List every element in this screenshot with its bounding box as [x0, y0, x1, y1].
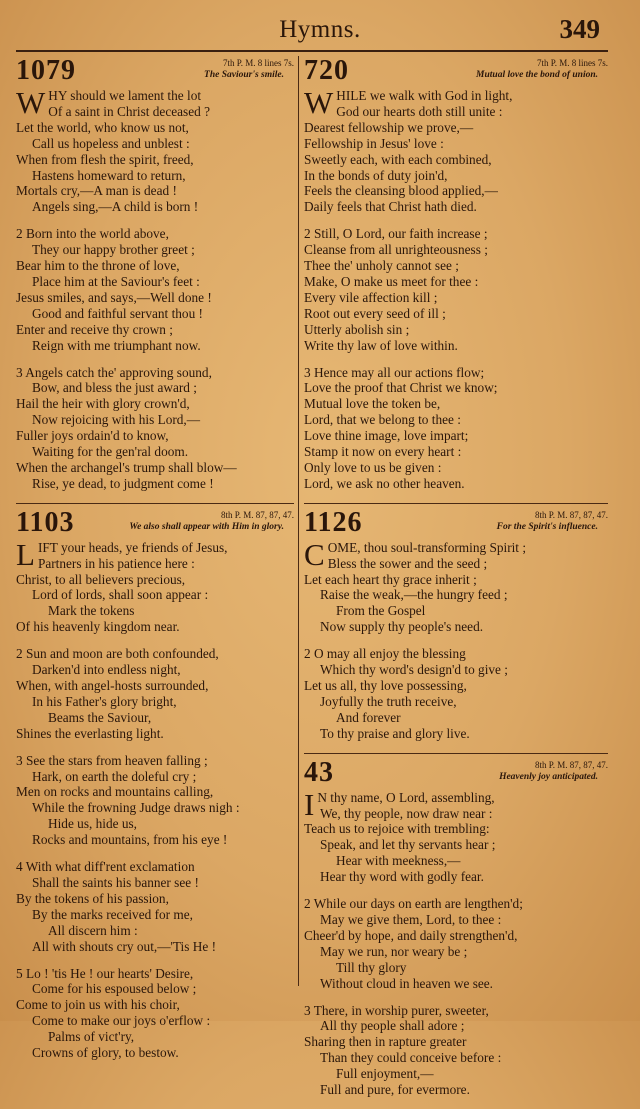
stanza [304, 896, 608, 991]
column-divider [298, 56, 299, 986]
verse-line: Hark, on earth the doleful cry ; [32, 768, 197, 784]
verse-line: Shall the saints his banner see ! [32, 874, 199, 890]
verse-line: 5 Lo ! 'tis He ! our hearts' Desire, [16, 965, 194, 981]
hymn-block [304, 503, 608, 742]
verse-line: Hear thy word with godly fear. [320, 869, 484, 885]
verse-line: By the tokens of his passion, [16, 890, 169, 906]
verse-line: Place him at the Saviour's feet : [32, 273, 200, 289]
verse-line: Darken'd into endless night, [32, 662, 181, 678]
hymn-meter: 7th P. M. 8 lines 7s. [222, 58, 294, 68]
verse-line: Cleanse from all unrighteousness ; [304, 242, 488, 258]
verse-line: Make, O make us meet for thee : [304, 273, 479, 289]
verse-line: Rise, ye dead, to judgment come ! [32, 475, 214, 491]
verse-line: Good and faithful servant thou ! [32, 305, 203, 321]
verse-line: All thy people shall adore ; [320, 1018, 465, 1034]
verse-line: Raise the weak,—the hungry feed ; [320, 587, 508, 603]
hymn-divider [16, 503, 294, 504]
hymn-subtitle: The Saviour's smile. [204, 70, 284, 80]
verse-line: Without cloud in heaven we see. [320, 975, 494, 991]
verse-line: 3 See the stars from heaven falling ; [16, 752, 208, 768]
verse-line: God our hearts doth still unite : [336, 103, 503, 119]
verse-line: Lord, we ask no other heaven. [304, 475, 465, 491]
drop-cap: L [16, 536, 35, 572]
verse-line: Bless the sower and the seed ; [327, 555, 488, 571]
verse-line: Dearest fellowship we prove,— [304, 119, 474, 135]
drop-cap: W [16, 85, 46, 120]
stanza [304, 85, 608, 215]
hymn-divider [304, 753, 608, 754]
verse-line: They our happy brother greet ; [32, 242, 195, 258]
verse-line: Call us hopeless and unblest : [32, 135, 190, 151]
hymn-block [16, 503, 294, 1061]
verse-line: May we give them, Lord, to thee : [320, 911, 502, 927]
verse-text: OME, thou soul-transforming Spirit ; [327, 539, 527, 555]
hymn-subtitle: We also shall appear with Him in glory. [129, 521, 284, 532]
stanza [16, 646, 294, 741]
hymn-number: 1079 [16, 55, 76, 86]
verse-line: Till thy glory [336, 959, 407, 975]
verse-line: Let each heart thy grace inherit ; [304, 571, 477, 587]
verse-line: Speak, and let thy servants hear ; [320, 837, 496, 853]
verse-text: N thy name, O Lord, assembling, [317, 789, 495, 805]
hymn-meter: 8th P. M. 87, 87, 47. [220, 509, 294, 520]
verse-line: Mutual love the token be, [304, 396, 441, 412]
verse-line: Only love to us be given : [304, 459, 442, 475]
verse-line: Cheer'd by hope, and daily strengthen'd, [304, 927, 518, 943]
hymn-subtitle: For the Spirit's influence. [496, 521, 598, 532]
verse-line: All with shouts cry out,—'Tis He ! [32, 938, 217, 954]
hymn-number: 1103 [16, 506, 75, 538]
hymn-meter: 7th P. M. 8 lines 7s. [536, 58, 608, 68]
hymn-block [304, 55, 608, 492]
verse-line: Stamp it now on every heart : [304, 444, 462, 460]
drop-cap: C [304, 536, 325, 572]
header-rule [16, 50, 608, 52]
verse-line: Sweetly each, with each combined, [304, 151, 492, 167]
verse-line: Hide us, hide us, [48, 816, 138, 832]
verse-line: 2 O may all enjoy the blessing [304, 646, 466, 662]
hymn-header [304, 55, 608, 88]
verse-line: Full enjoyment,— [336, 1066, 434, 1082]
stanza [304, 1003, 608, 1098]
verse-line: Of his heavenly kingdom near. [16, 619, 180, 635]
hymn-header [304, 506, 608, 540]
verse-line: Which thy word's design'd to give ; [320, 662, 508, 678]
hymn-header [304, 756, 608, 790]
verse-line: Reign with me triumphant now. [32, 337, 201, 353]
verse-line: Love the proof that Christ we know; [304, 380, 498, 396]
stanza [304, 536, 608, 635]
verse-line: We, thy people, now draw near : [320, 805, 493, 821]
hymn-number: 720 [304, 55, 349, 86]
verse-line: Come to join us with his choir, [16, 997, 180, 1013]
stanza [304, 646, 608, 741]
page-number: 349 [559, 14, 600, 44]
verse-line: Thee the' unholy cannot see ; [304, 258, 459, 274]
verse-line: All discern him : [48, 922, 138, 938]
verse-line: Fellowship in Jesus' love : [304, 135, 444, 151]
hymn-subtitle: Mutual love the bond of union. [476, 70, 598, 80]
hymn-meter: 8th P. M. 87, 87, 47. [534, 759, 608, 770]
verse-line: In the bonds of duty join'd, [304, 167, 448, 183]
hymn-header [16, 506, 294, 540]
hymn-number: 1126 [304, 506, 363, 538]
verse-line: Lord, that we belong to thee : [304, 412, 461, 428]
verse-line: Lord of lords, shall soon appear : [32, 587, 209, 603]
verse-line: Of a saint in Christ deceased ? [48, 103, 210, 119]
page-title: Hymns. [279, 16, 361, 43]
verse-line: Hail the heir with glory crown'd, [16, 396, 190, 412]
verse-line: Come to make our joys o'erflow : [32, 1013, 211, 1029]
verse-line: Come for his espoused below ; [32, 981, 197, 997]
verse-line: 3 Angels catch the' approving sound, [16, 364, 212, 380]
verse-line: Utterly abolish sin ; [304, 321, 410, 337]
stanza [304, 786, 608, 885]
verse-line: 2 While our days on earth are lengthen'd; [304, 896, 523, 912]
verse-line: Christ, to all believers precious, [16, 571, 186, 587]
verse-line: By the marks received for me, [32, 906, 193, 922]
verse-text: HILE we walk with God in light, [336, 88, 513, 103]
stanza [304, 226, 608, 353]
verse-line: Let the world, who know us not, [16, 119, 189, 135]
verse-line: Bow, and bless the just award ; [32, 380, 197, 396]
verse-line: May we run, nor weary be ; [320, 943, 468, 959]
hymn-header [16, 55, 294, 88]
stanza [16, 85, 294, 215]
verse-line: Hear with meekness,— [336, 853, 461, 869]
verse-line: Than they could conceive before : [320, 1050, 502, 1066]
verse-line: 3 Hence may all our actions flow; [304, 364, 485, 380]
verse-line: In his Father's glory bright, [32, 693, 177, 709]
verse-line: Beams the Saviour, [48, 709, 152, 725]
verse-line: From the Gospel [336, 603, 426, 619]
verse-line: Sharing then in rapture greater [304, 1034, 467, 1050]
verse-line: Shines the everlasting light. [16, 725, 164, 741]
verse-line: Daily feels that Christ hath died. [304, 199, 477, 215]
verse-line: Fuller joys ordain'd to know, [16, 428, 169, 444]
stanza [16, 365, 294, 492]
stanza [304, 365, 608, 492]
hymn-block [304, 753, 608, 1098]
verse-line: Crowns of glory, to bestow. [32, 1045, 179, 1061]
verse-line: Men on rocks and mountains calling, [16, 784, 214, 800]
verse-line: 2 Still, O Lord, our faith increase ; [304, 226, 488, 242]
hymn-meter: 8th P. M. 87, 87, 47. [534, 509, 608, 520]
drop-cap: W [304, 85, 334, 120]
left-column [16, 55, 294, 1072]
verse-line: Now rejoicing with his Lord,— [32, 412, 201, 428]
verse-line: To thy praise and glory live. [320, 725, 470, 741]
right-column [304, 55, 608, 1109]
verse-line: Enter and receive thy crown ; [16, 321, 173, 337]
verse-line: Bear him to the throne of love, [16, 258, 180, 274]
verse-line: Waiting for the gen'ral doom. [32, 444, 189, 460]
verse-line: Teach us to rejoice with trembling: [304, 821, 490, 837]
verse-line: Joyfully the truth receive, [320, 693, 457, 709]
verse-line: Every vile affection kill ; [304, 289, 438, 305]
verse-line: Let us all, thy love possessing, [304, 678, 467, 693]
verse-line: While the frowning Judge draws nigh : [32, 800, 240, 816]
hymn-subtitle: Heavenly joy anticipated. [499, 771, 598, 782]
verse-line: 3 There, in worship purer, sweeter, [304, 1002, 489, 1018]
verse-line: When from flesh the spirit, freed, [16, 151, 194, 167]
hymn-divider [304, 503, 608, 504]
stanza [16, 536, 294, 635]
stanza [16, 753, 294, 848]
verse-text: IFT your heads, ye friends of Jesus, [37, 539, 228, 555]
verse-line: Partners in his patience here : [37, 555, 195, 571]
verse-line: Palms of vict'ry, [48, 1029, 135, 1045]
hymn-number: 43 [304, 756, 334, 788]
verse-line: Love thine image, love impart; [304, 428, 469, 444]
drop-cap: I [304, 786, 315, 822]
hymn-block [16, 55, 294, 492]
verse-line: When the archangel's trump shall blow— [16, 459, 237, 475]
verse-line: Mortals cry,—A man is dead ! [16, 183, 177, 199]
verse-line: Jesus smiles, and says,—Well done ! [16, 289, 212, 305]
verse-line: Write thy law of love within. [304, 337, 458, 353]
stanza [16, 226, 294, 353]
verse-line: 2 Sun and moon are both confounded, [16, 646, 219, 662]
verse-line: And forever [336, 709, 401, 725]
verse-line: Rocks and mountains, from his eye ! [32, 832, 228, 848]
verse-line: Now supply thy people's need. [320, 619, 484, 635]
verse-line: Full and pure, for evermore. [320, 1082, 470, 1098]
verse-line: Feels the cleansing blood applied,— [304, 183, 498, 199]
stanza [16, 966, 294, 1061]
verse-line: Hastens homeward to return, [32, 167, 186, 183]
stanza [16, 859, 294, 954]
verse-line: 4 With what diff'rent exclamation [16, 859, 195, 875]
verse-line: Mark the tokens [48, 603, 135, 619]
verse-line: When, with angel-hosts surrounded, [16, 678, 209, 693]
verse-line: Angels sing,—A child is born ! [32, 199, 199, 215]
verse-text: HY should we lament the lot [48, 88, 202, 103]
verse-line: 2 Born into the world above, [16, 226, 169, 242]
verse-line: Root out every seed of ill ; [304, 305, 446, 321]
